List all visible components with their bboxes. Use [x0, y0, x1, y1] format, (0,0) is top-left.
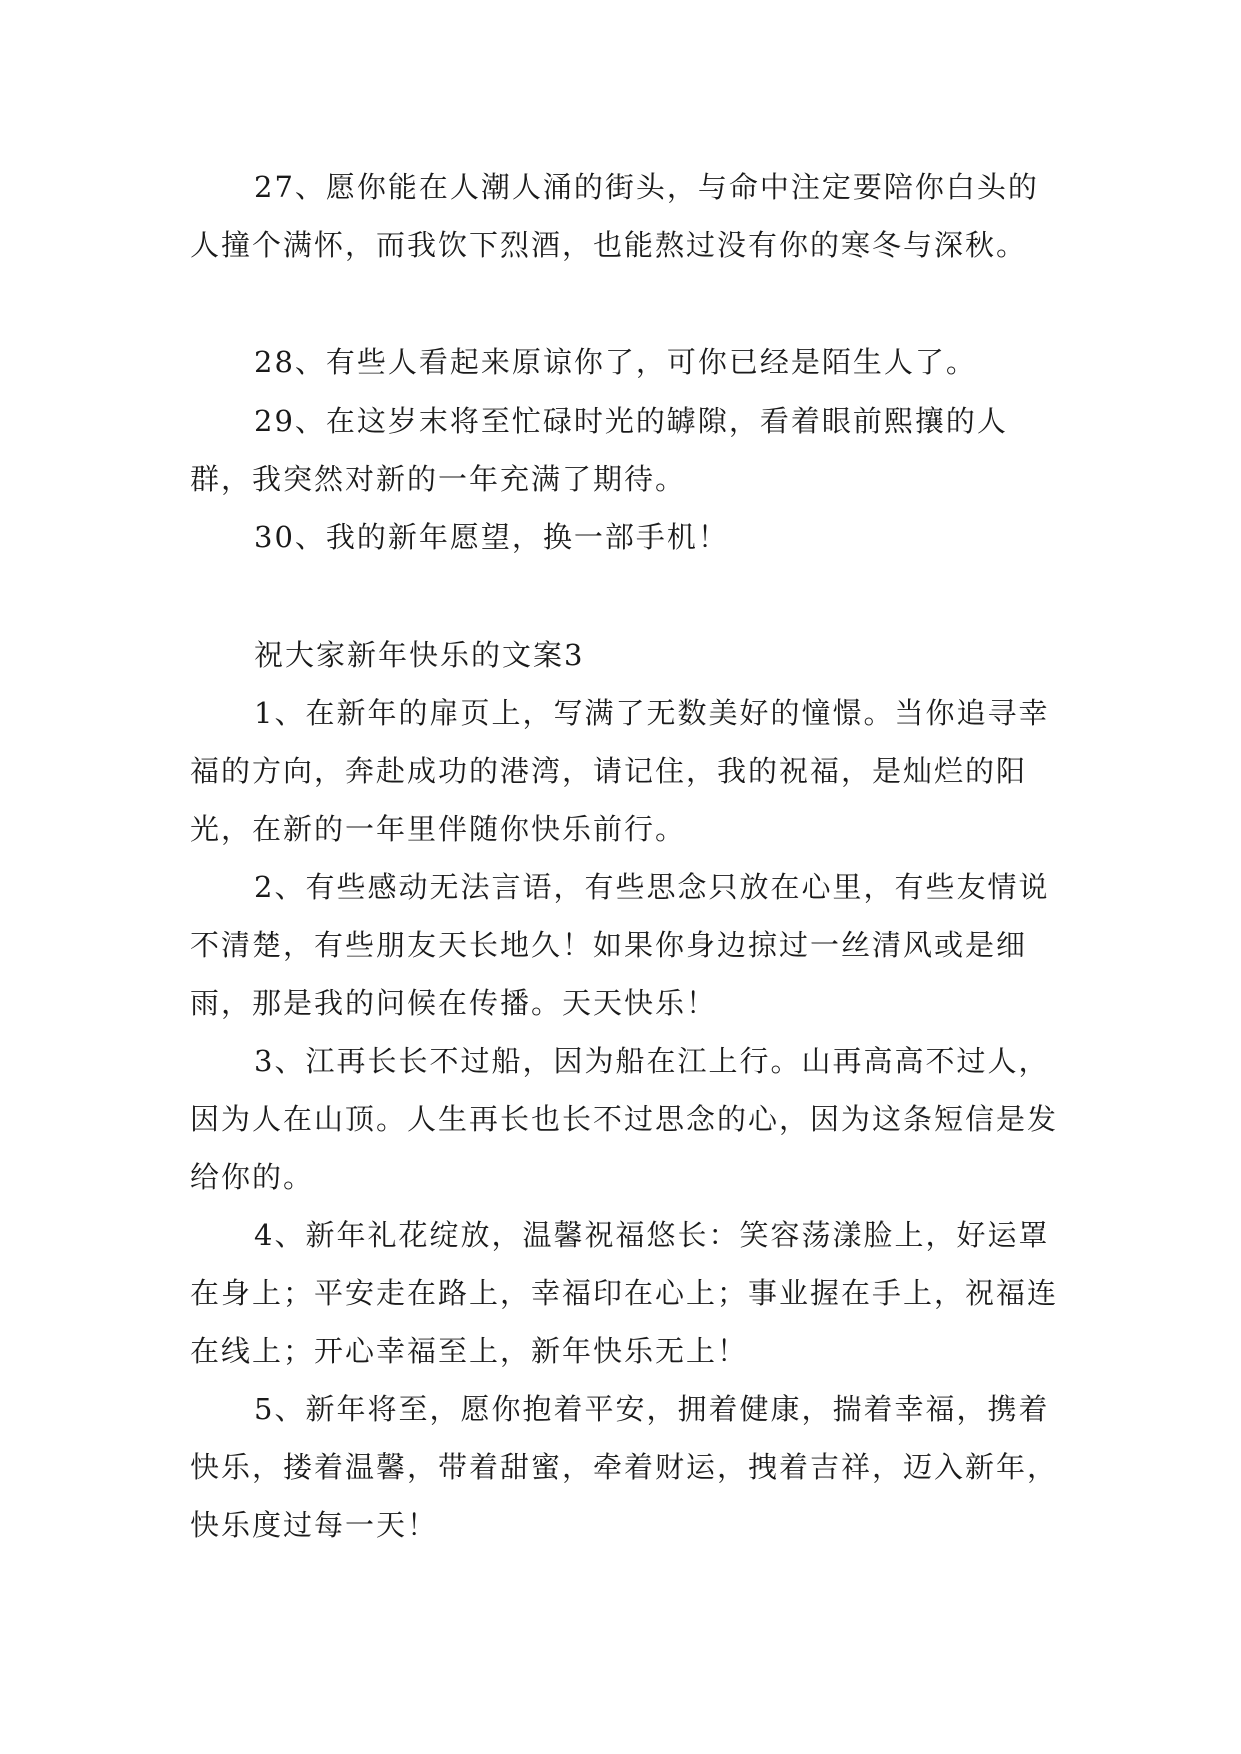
paragraph-4: 4、新年礼花绽放，温馨祝福悠长：笑容荡漾脸上，好运罩在身上；平安走在路上，幸福印在心上；事业握在手上，祝福连在线上；开心幸福至上，新年快乐无上！ [190, 1218, 1059, 1368]
paragraph-30: 30、我的新年愿望，换一部手机！ [254, 520, 729, 554]
paragraph-28: 28、有些人看起来原谅你了，可你已经是陌生人了。 [254, 345, 977, 379]
paragraph-3: 3、江再长长不过船，因为船在江上行。山再高高不过人，因为人在山顶。人生再长也长不过思念的心，因为这条短信是发给你的。 [190, 1044, 1059, 1194]
paragraph-27: 27、愿你能在人潮人涌的街头，与命中注定要陪你白头的人撞个满怀，而我饮下烈酒，也能熬过没有你的寒冬与深秋。 [190, 170, 1039, 262]
paragraph-2: 2、有些感动无法言语，有些思念只放在心里，有些友情说不清楚，有些朋友天长地久！如果你身边掠过一丝清风或是细雨，那是我的问候在传播。天天快乐！ [190, 870, 1050, 1020]
paragraph-5: 5、新年将至，愿你抱着平安，拥着健康，揣着幸福，携着快乐，搂着温馨，带着甜蜜，牵着财运，拽着吉祥，迈入新年，快乐度过每一天！ [190, 1392, 1059, 1542]
paragraph-29: 29、在这岁末将至忙碌时光的罅隙，看着眼前熙攘的人群，我突然对新的一年充满了期待。 [190, 404, 1008, 496]
section-title: 祝大家新年快乐的文案3 [254, 638, 585, 672]
paragraph-1: 1、在新年的扉页上，写满了无数美好的憧憬。当你追寻幸福的方向，奔赴成功的港湾，请记住，我的祝福，是灿烂的阳光，在新的一年里伴随你快乐前行。 [190, 696, 1050, 846]
